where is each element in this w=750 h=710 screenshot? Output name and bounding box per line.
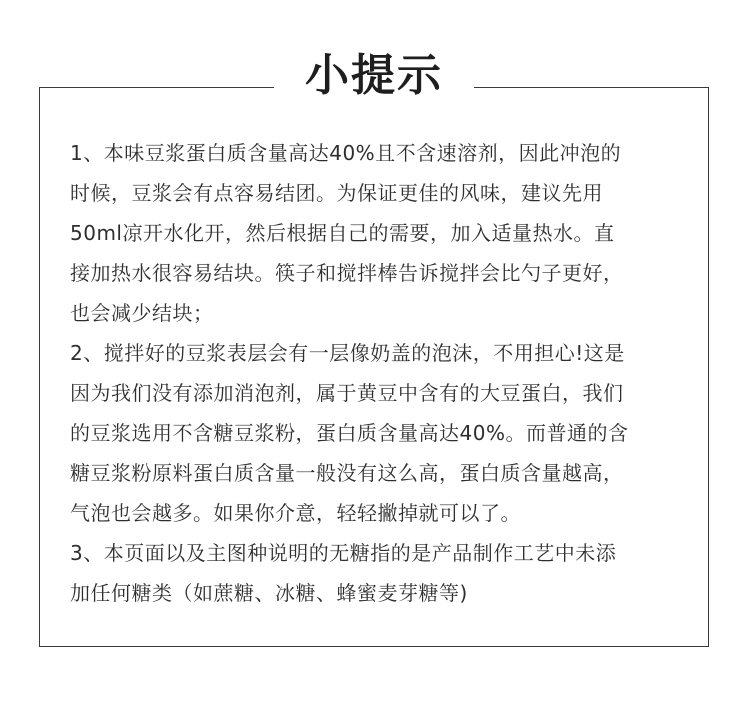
- tip-item-3: [70, 533, 682, 613]
- tip-3-line: 3、本页面以及主图种说明的无糖指的是产品制作工艺中未添: [70, 541, 617, 565]
- tip-1-line: 50ml凉开水化开，然后根据自己的需要，加入适量热水。直: [70, 221, 615, 245]
- tips-body: [70, 133, 682, 613]
- tip-1-line: 时候，豆浆会有点容易结团。为保证更佳的风味，建议先用: [70, 181, 603, 205]
- tip-2-line: 糖豆浆粉原料蛋白质含量一般没有这么高，蛋白质含量越高，: [70, 461, 624, 485]
- tip-item-1: [70, 133, 682, 333]
- tip-2-line: 的豆浆选用不含糖豆浆粉，蛋白质含量高达40%。而普通的含: [70, 421, 629, 445]
- tip-1-line: 1、本味豆浆蛋白质含量高达40%且不含速溶剂，因此冲泡的: [70, 141, 622, 165]
- tip-1-line: 接加热水很容易结块。筷子和搅拌棒告诉搅拌会比勺子更好，: [70, 261, 624, 285]
- tip-2-line: 气泡也会越多。如果你介意，轻轻撇掉就可以了。: [70, 501, 521, 525]
- tip-item-2: [70, 333, 682, 533]
- tip-2-line: 因为我们没有添加消泡剂，属于黄豆中含有的大豆蛋白，我们: [70, 381, 624, 405]
- tip-1-line: 也会减少结块；: [70, 301, 214, 325]
- tip-3-line: 加任何糖类（如蔗糖、冰糖、蜂蜜麦芽糖等): [70, 581, 468, 605]
- tips-title: 小提示: [274, 44, 474, 108]
- tip-2-line: 2、搅拌好的豆浆表层会有一层像奶盖的泡沫，不用担心!这是: [70, 341, 625, 365]
